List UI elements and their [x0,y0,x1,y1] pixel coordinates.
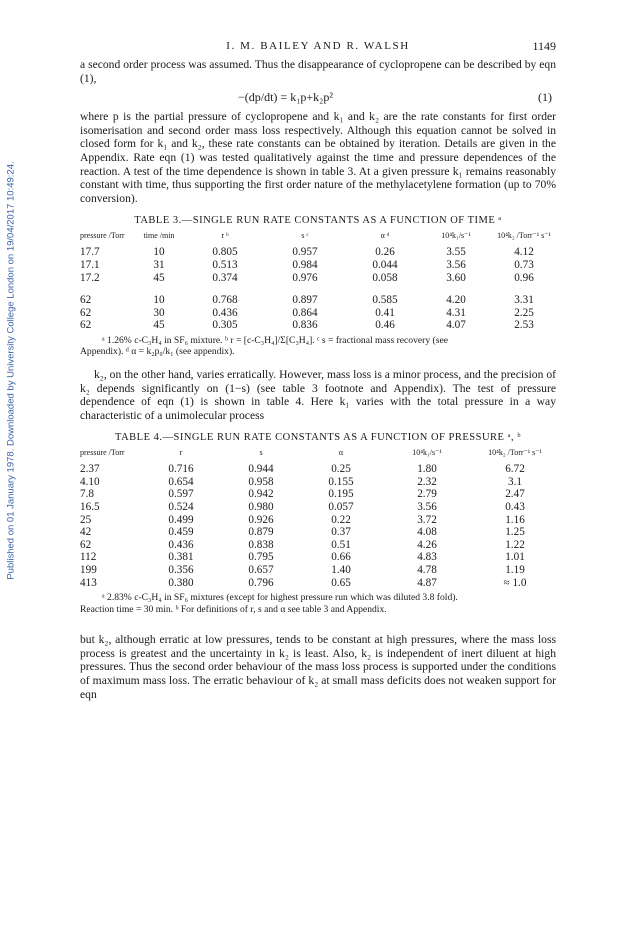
table-cell: 112 [80,551,97,564]
table-row [80,463,556,476]
paragraph-3: k₂, on the other hand, varies erratically. However, mass loss is a minor process, and the precision of k₂ depends significantly on (1−s) (see table 3 footnote and Appendix). The test of pressure dependence of eqn (1) is shown in table 4. Here k₁ varies with the total pressure in a way characteristic of a unimolecular process [80,367,556,422]
table-cell: 3.60 [446,271,466,284]
table-cell: 0.380 [168,576,194,589]
table-cell: 3.72 [417,513,437,526]
table-cell: 2.25 [514,306,534,319]
table-4-header [80,448,556,457]
table-cell: 0.836 [292,319,318,332]
table-cell: 62 [80,538,92,551]
table-cell: 0.657 [248,564,274,577]
table-row [80,539,556,552]
table-cell: 0.381 [168,551,194,564]
page-header [80,40,556,58]
table-cell: 0.984 [292,258,318,271]
table-cell: 413 [80,576,97,589]
table-cell: 0.980 [248,501,274,514]
table-cell: 0.796 [248,576,274,589]
table-cell: 0.51 [331,538,351,551]
column-header: 10⁴k₁/s⁻¹ [412,448,442,458]
table-cell: 45 [153,271,165,284]
table-cell: 17.1 [80,258,100,271]
table-cell: 2.37 [80,463,100,476]
table-cell: 4.83 [417,551,437,564]
table-cell: ≈ 1.0 [503,576,527,589]
table-cell: 31 [153,258,165,271]
table-row [80,488,556,501]
table-4-body [80,457,556,589]
table-3-caption: TABLE 3.—SINGLE RUN RATE CONSTANTS AS A FUNCTION OF TIME ᵃ [134,215,502,227]
column-header: 10⁴k₂ /Torr⁻¹ s⁻¹ [497,231,551,241]
table-4-footnote [80,592,556,615]
table-cell: 2.47 [505,488,525,501]
table-cell: 3.31 [514,294,534,307]
table-cell: 199 [80,564,97,577]
table-row [80,476,556,489]
table-row [80,501,556,514]
table-cell: 42 [80,526,92,539]
table-cell: 4.08 [417,526,437,539]
table-cell: 0.897 [292,294,318,307]
table-cell: 4.20 [446,294,466,307]
column-header: α [338,448,344,458]
table-cell: 16.5 [80,501,100,514]
table-cell: 7.8 [80,488,94,501]
table-row [80,526,556,539]
table-cell: 0.46 [375,319,395,332]
table-cell: 1.16 [505,513,525,526]
table-cell: 0.513 [212,258,238,271]
table-cell: 1.25 [505,526,525,539]
table-row [80,514,556,527]
table-cell: 4.78 [417,564,437,577]
table-cell: 0.65 [331,576,351,589]
table-cell: 6.72 [505,463,525,476]
table-cell: 2.79 [417,488,437,501]
table-cell: 0.43 [505,501,525,514]
table-row [80,564,556,577]
table-cell: 0.195 [328,488,354,501]
table-cell: 0.942 [248,488,274,501]
table-cell: 0.41 [375,306,395,319]
table-cell: 3.56 [417,501,437,514]
table-cell: 0.944 [248,463,274,476]
table-cell: 0.96 [514,271,534,284]
column-header: pressure /Torr [80,231,125,241]
table-cell: 0.25 [331,463,351,476]
table-cell: 45 [153,319,165,332]
table-cell: 0.958 [248,475,274,488]
page-number: 1149 [532,39,556,53]
paragraph-2: where p is the partial pressure of cyclopropene and k₁ and k₂ are the rate constants for first order isomerisation and second order mass loss respectively. Although this equation cannot be solved in closed form for k₁ and k₂, these rate constants can be obtained by iteration. Details are given in the Appendix. Rate eqn (1) was tested qualitatively against the time and pressure dependences of the reaction. A test of the time dependence is shown in table 3. At a given pressure k₁ remains reasonably constant with time, thus supporting the first order nature of the methylacetylene formation (up to 70% conversion). [80,110,556,205]
table-cell: 0.795 [248,551,274,564]
table-cell: 2.32 [417,475,437,488]
table-cell: 2.53 [514,319,534,332]
table-cell: 0.155 [328,475,354,488]
table-cell: 0.654 [168,475,194,488]
table-row [80,577,556,590]
table-cell: 0.585 [372,294,398,307]
table-cell: 1.80 [417,463,437,476]
column-header: α ᵈ [380,231,390,241]
table-cell: 25 [80,513,92,526]
table-3-body [80,240,556,332]
column-header: s [259,448,263,458]
table-cell: 3.1 [508,475,522,488]
table-cell: 0.805 [212,246,238,259]
table-3-footnote-line-1: ᵃ 1.26% c-C₃H₄ in SF₆ mixture. ᵇ r = [c-C₃H₄]/Σ[C₃H₄]. ᶜ s = fractional mass recovery (see [102,334,448,346]
column-header: r ᵇ [221,231,229,241]
table-cell: 0.37 [331,526,351,539]
table-cell: 0.879 [248,526,274,539]
table-cell: 10 [153,246,165,259]
table-cell: 0.864 [292,306,318,319]
column-header: 10⁴k₁/s⁻¹ [441,231,471,241]
table-cell: 0.768 [212,294,238,307]
table-cell: 0.499 [168,513,194,526]
table-cell: 0.926 [248,513,274,526]
table-row [80,307,556,320]
table-cell: 30 [153,306,165,319]
paragraph-4: but k₂, although erratic at low pressures, tends to be constant at high pressures, where the mass loss process is greatest and the uncertainty in k₂ is least. Also, k₂ is independent of inert diluent at high pressures. Thus the second order behaviour of the mass loss process is supported under the conditions of maximum mass loss. The erratic behaviour of k₂ at small mass deficits does not weaken support for eqn [80,633,556,701]
table-header-row [80,448,556,457]
table-4 [80,448,556,589]
table-cell: 17.7 [80,246,100,259]
table-3-header [80,231,556,240]
table-cell: 62 [80,319,92,332]
table-cell: 4.87 [417,576,437,589]
table-cell: 0.058 [372,271,398,284]
watermark-text: Published on 01 January 1978. Downloaded by University College London on 19/04/2017 10:49:24. [5,160,17,580]
table-cell: 0.976 [292,271,318,284]
table-cell: 1.19 [505,564,525,577]
table-cell: 3.56 [446,258,466,271]
table-cell: 4.26 [417,538,437,551]
table-cell: 1.40 [331,564,351,577]
table-cell: 1.22 [505,538,525,551]
table-cell: 0.459 [168,526,194,539]
column-header: r [179,448,183,458]
table-cell: 4.07 [446,319,466,332]
equation-expression: −(dp/dt) = k₁p+k₂p² [238,90,333,105]
table-row [80,246,556,259]
table-cell: 4.31 [446,306,466,319]
table-cell: 0.597 [168,488,194,501]
table-cell: 0.044 [372,258,398,271]
table-cell: 62 [80,306,92,319]
table-row [80,272,556,285]
table-cell: 0.305 [212,319,238,332]
table-cell: 0.957 [292,246,318,259]
table-4-footnote-line-1: ᵃ 2.83% c-C₃H₄ in SF₆ mixtures (except for highest pressure run which was diluted 3.8 fold). [102,592,458,604]
table-3-footnote [80,335,556,358]
table-row [80,319,556,332]
table-cell: 17.2 [80,271,100,284]
table-row [80,294,556,307]
table-cell: 0.838 [248,538,274,551]
table-cell: 4.12 [514,246,534,259]
table-cell: 4.10 [80,475,100,488]
table-row [80,551,556,564]
table-cell: 0.374 [212,271,238,284]
table-cell: 0.524 [168,501,194,514]
equation-1 [80,90,556,106]
table-cell: 0.73 [514,258,534,271]
column-header: pressure /Torr [80,448,125,458]
column-header: s ᶜ [301,231,309,241]
table-row [80,259,556,272]
table-cell: 62 [80,294,92,307]
table-cell: 0.26 [375,246,395,259]
table-cell: 3.55 [446,246,466,259]
column-header: 10⁴k₂ /Torr⁻¹ s⁻¹ [488,448,542,458]
table-cell: 0.356 [168,564,194,577]
table-3 [80,231,556,332]
table-3-footnote-line-2: Appendix). ᵈ α = k₂p₀/k₁ (see appendix). [80,346,235,358]
equation-number: (1) [538,90,552,105]
table-cell: 1.01 [505,551,525,564]
table-cell: 0.66 [331,551,351,564]
table-4-caption: TABLE 4.—SINGLE RUN RATE CONSTANTS AS A FUNCTION OF PRESSURE ᵃ, ᵇ [115,432,521,444]
table-cell: 0.436 [168,538,194,551]
table-4-footnote-line-2: Reaction time = 30 min. ᵇ For definitions of r, s and α see table 3 and Appendix. [80,603,387,615]
table-cell: 0.716 [168,463,194,476]
table-cell: 0.057 [328,501,354,514]
download-watermark [4,140,18,600]
table-cell: 0.436 [212,306,238,319]
column-header: time /min [143,231,175,241]
running-head: I. M. BAILEY AND R. WALSH [226,40,410,52]
table-header-row [80,231,556,240]
paragraph-1: a second order process was assumed. Thus the disappearance of cyclopropene can be described by eqn (1), [80,58,556,85]
table-cell: 10 [153,294,165,307]
page-content [80,40,556,701]
table-cell: 0.22 [331,513,351,526]
